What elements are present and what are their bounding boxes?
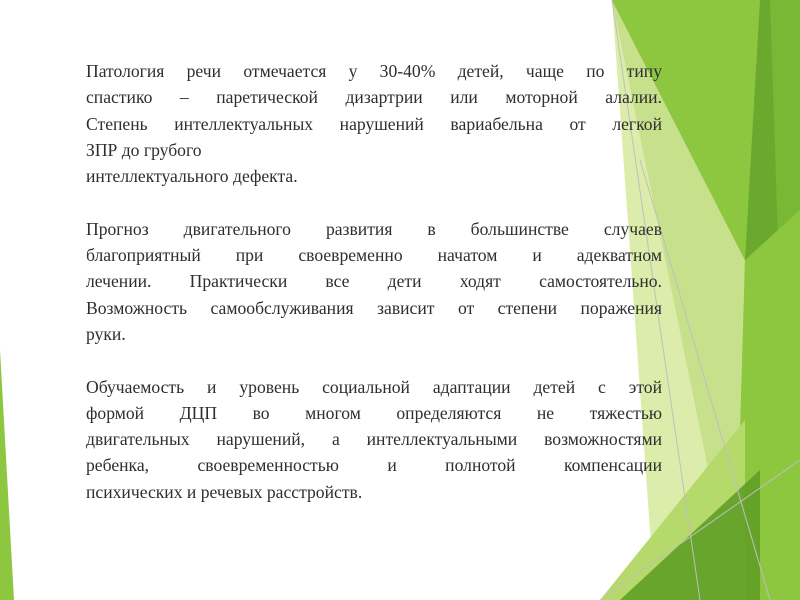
text-line: Патология речи отмечается у 30-40% детей, чаще по типу bbox=[86, 61, 662, 81]
text-line: спастико – паретической дизартрии или моторной алалии. bbox=[86, 87, 662, 108]
slide-body-text bbox=[48, 58, 662, 505]
text-line: двигательных нарушений, а интеллектуальными возможностями bbox=[86, 429, 662, 450]
text-line: интеллектуального дефекта. bbox=[86, 166, 298, 187]
text-line: Обучаемость и уровень социальной адаптации детей с этой bbox=[86, 376, 662, 397]
paragraph-speech-pathology bbox=[48, 58, 662, 189]
paragraph-motor-prognosis bbox=[48, 216, 662, 347]
text-line: психических и речевых расстройств. bbox=[86, 481, 363, 502]
text-line: ребенка, своевременностью и полнотой компенсации bbox=[86, 455, 662, 476]
text-line: ЗПР до грубого bbox=[86, 139, 202, 160]
text-line: лечении. Практически все дети ходят самостоятельно. bbox=[86, 271, 662, 292]
text-line: формой ДЦП во многом определяются не тяжестью bbox=[86, 402, 662, 423]
text-line: Прогноз двигательного развития в большинстве случаев bbox=[86, 218, 662, 239]
text-line: руки. bbox=[86, 323, 126, 344]
text-line: благоприятный при своевременно начатом и адекватном bbox=[86, 245, 662, 266]
left-green-sliver bbox=[0, 350, 14, 600]
paragraph-learning-adaptation bbox=[48, 374, 662, 505]
text-line: Возможность самообслуживания зависит от степени поражения bbox=[86, 297, 662, 318]
text-line: Степень интеллектуальных нарушений вариабельна от легкой bbox=[86, 113, 662, 134]
